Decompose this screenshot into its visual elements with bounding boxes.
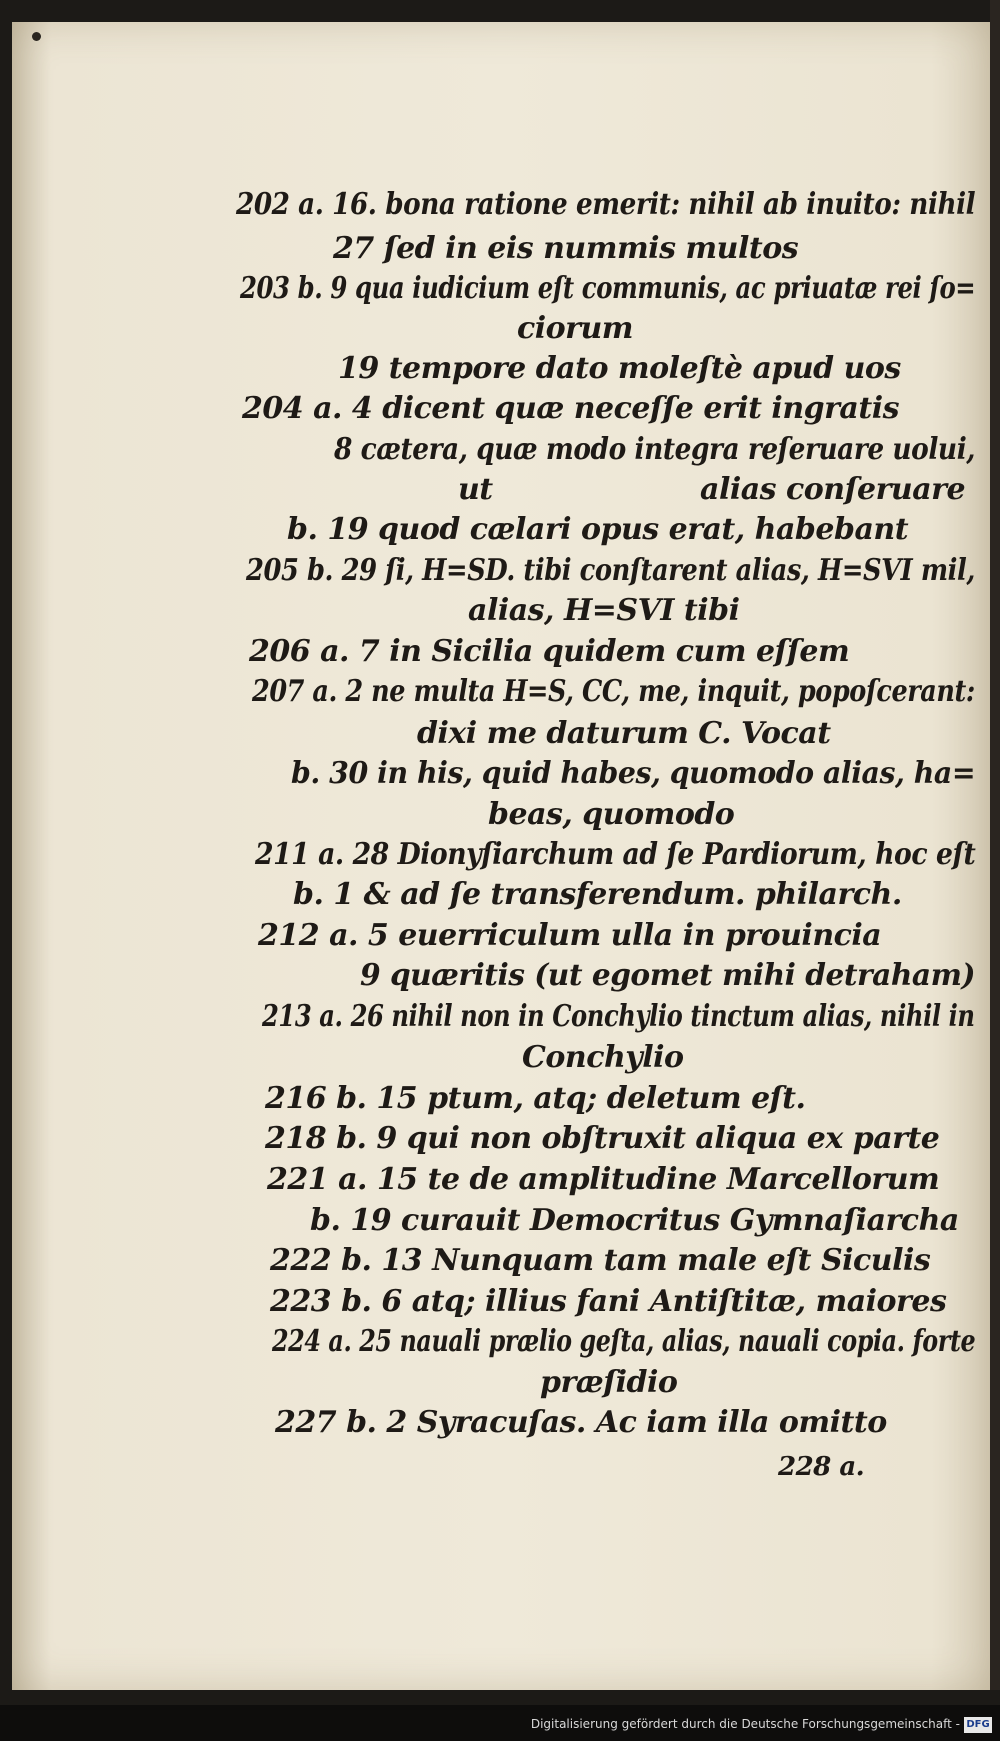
errata-line: 19 tempore dato moleſtè apud uos (338, 351, 901, 386)
errata-line: 213 a. 26 nihil non in Conchylio tinctum alias, nihil in (262, 999, 975, 1034)
errata-line: alias conſeruare (700, 472, 966, 507)
footer-credit: Digitalisierung gefördert durch die Deutsche Forschungsgemeinschaft - (530, 1717, 960, 1731)
errata-line: 224 a. 25 nauali prælio geſta, alias, nauali copia. forte (272, 1324, 976, 1359)
errata-line: præſidio (540, 1365, 678, 1400)
errata-line: 218 b. 9 qui non obſtruxit aliqua ex parte (265, 1121, 940, 1156)
errata-line: 227 b. 2 Syracuſas. Ac iam illa omitto (275, 1405, 887, 1440)
errata-line: b. 19 quod cælari opus erat, habebant (287, 512, 909, 547)
errata-line: 223 b. 6 atq; illius fani Antiſtitæ, maiores (270, 1284, 947, 1319)
errata-line: 207 a. 2 ne multa H=S, CC, me, inquit, popoſcerant: (252, 674, 975, 709)
errata-line: alias, H=SVI tibi (468, 593, 740, 628)
errata-line: 27 ſed in eis nummis multos (333, 231, 799, 266)
errata-line: 8 cætera, quæ modo integra reſeruare uolui, (334, 432, 976, 467)
errata-line: b. 30 in his, quid habes, quomodo alias, ha= (291, 756, 976, 791)
errata-line: 212 a. 5 euerriculum ulla in prouincia (258, 918, 882, 953)
errata-line: 211 a. 28 Dionyſiarchum ad ſe Pardiorum, hoc eſt (255, 837, 976, 872)
errata-line: Conchylio (522, 1040, 684, 1075)
errata-line: 206 a. 7 in Sicilia quidem cum eſſem (249, 634, 850, 669)
digitization-footer (0, 1705, 1000, 1741)
errata-line: 203 b. 9 qua iudicium eſt communis, ac priuatæ rei ſo= (240, 271, 976, 306)
errata-line: 222 b. 13 Nunquam tam male eſt Siculis (270, 1243, 931, 1278)
errata-line: ut (458, 472, 493, 507)
catchword: 228 a. (778, 1452, 865, 1482)
errata-line: 205 b. 29 ſi, H=SD. tibi conſtarent alias, H=SVI mil, (246, 553, 975, 588)
errata-line: ciorum (517, 311, 634, 346)
errata-line: beas, quomodo (488, 797, 735, 832)
errata-line: b. 1 & ad ſe transferendum. philarch. (293, 877, 902, 912)
errata-line: 9 quæritis (ut egomet mihi detraham) (360, 958, 976, 993)
errata-line: 221 a. 15 te de amplitudine Marcellorum (267, 1162, 940, 1197)
errata-line: 202 a. 16. bona ratione emerit: nihil ab inuito: nihil (236, 187, 976, 222)
dfg-logo-icon: DFG (964, 1717, 992, 1733)
errata-line: 216 b. 15 ptum, atq; deletum eſt. (265, 1081, 806, 1116)
errata-line: dixi me daturum C. Vocat (417, 716, 831, 751)
errata-line: 204 a. 4 dicent quæ neceſſe erit ingratis (242, 391, 899, 426)
errata-line: b. 19 curauit Democritus Gymnaſiarcha (310, 1203, 959, 1238)
